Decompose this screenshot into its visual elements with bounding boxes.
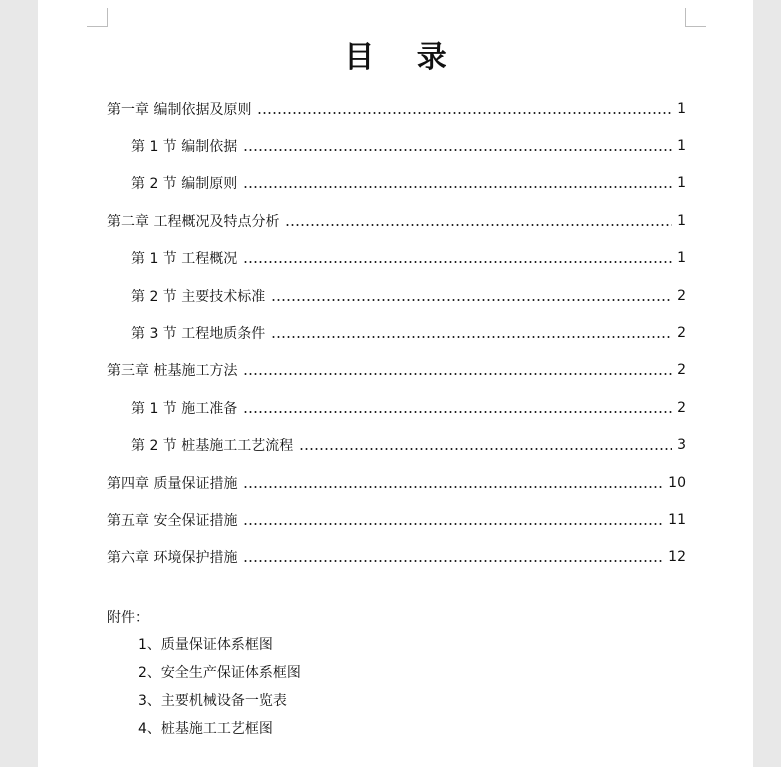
toc-entry-label: 第 2 节 桩基施工工艺流程 [131,438,294,455]
toc-dot-leader [271,289,672,303]
toc-entry[interactable] [107,127,686,164]
page-corner-mark-top-right [685,8,706,27]
toc-dot-leader [243,476,664,490]
toc-page-number: 2 [677,287,686,304]
toc-entry[interactable] [107,501,686,538]
toc-dot-leader [243,363,672,377]
toc-dot-leader [285,214,672,228]
toc-entry[interactable] [107,352,686,389]
toc-entry[interactable] [107,277,686,314]
toc-page-number: 2 [677,325,686,342]
toc-entry-label: 第三章 桩基施工方法 [107,363,238,380]
toc-entry[interactable] [107,90,686,127]
appendix-item: 1、质量保证体系框图 [138,637,273,653]
toc-page-number: 2 [677,362,686,379]
page-title: 目 录 [344,40,463,75]
toc-entry-label: 第 2 节 编制原则 [131,176,238,193]
toc-dot-leader [243,176,672,190]
toc-entry[interactable] [107,464,686,501]
toc-entry-label: 第 1 节 编制依据 [131,139,238,156]
page-corner-mark-top-left [87,8,108,27]
appendix-heading: 附件： [107,610,149,626]
toc-entry[interactable] [107,165,686,202]
toc-entry[interactable] [107,427,686,464]
toc-dot-leader [243,550,664,564]
toc-entry-label: 第 1 节 工程概况 [131,251,238,268]
toc-entry[interactable] [107,389,686,426]
toc-page-number: 1 [677,100,686,117]
appendix-item: 2、安全生产保证体系框图 [138,665,301,681]
toc-dot-leader [243,513,664,527]
toc-entry[interactable] [107,240,686,277]
toc-entry-label: 第五章 安全保证措施 [107,512,238,529]
toc-entry-label: 第 3 节 工程地质条件 [131,326,266,343]
toc-dot-leader [243,251,672,265]
toc-page-number: 1 [677,212,686,229]
toc-dot-leader [243,139,672,153]
toc-dot-leader [271,326,672,340]
toc-page-number: 1 [677,175,686,192]
toc-dot-leader [257,102,672,116]
toc-entry-label: 第六章 环境保护措施 [107,550,238,567]
toc-page-number: 1 [677,250,686,267]
toc-dot-leader [299,438,672,452]
toc-entry[interactable] [107,202,686,239]
toc-entry-label: 第 2 节 主要技术标准 [131,288,266,305]
appendix-item: 4、桩基施工工艺框图 [138,721,273,737]
toc-page-number: 3 [677,437,686,454]
toc-entry[interactable] [107,539,686,576]
toc-entry-label: 第四章 质量保证措施 [107,475,238,492]
document-page [38,0,753,767]
toc-entry-label: 第 1 节 施工准备 [131,400,238,417]
toc-page-number: 10 [668,474,686,491]
toc-page-number: 2 [677,399,686,416]
toc-page-number: 12 [668,549,686,566]
appendix-list [107,605,301,743]
table-of-contents [107,90,686,576]
toc-entry[interactable] [107,314,686,351]
toc-entry-label: 第二章 工程概况及特点分析 [107,213,280,230]
toc-entry-label: 第一章 编制依据及原则 [107,101,252,118]
toc-dot-leader [243,401,672,415]
toc-page-number: 11 [668,511,686,528]
toc-page-number: 1 [677,138,686,155]
appendix-item: 3、主要机械设备一览表 [138,693,287,709]
